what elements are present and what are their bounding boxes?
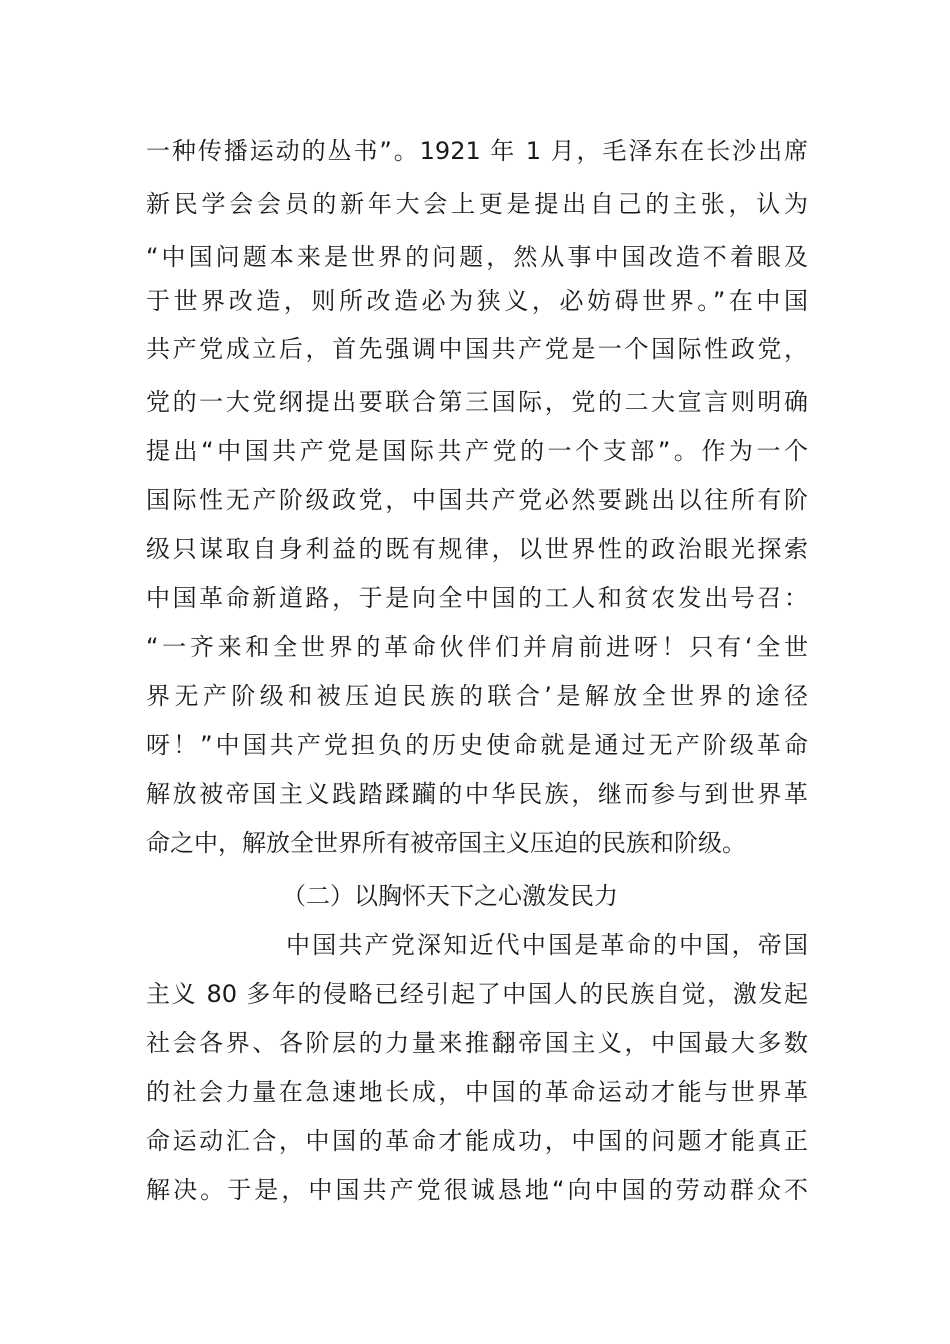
paragraph-line: “中国问题本来是世界的问题，然从事中国改造不着眼及	[146, 243, 808, 271]
paragraph-line: 解放被帝国主义践踏蹂躏的中华民族，继而参与到世界革	[146, 780, 808, 808]
paragraph-line: 一种传播运动的丛书”。1921 年 1 月，毛泽东在长沙出席	[146, 137, 808, 165]
paragraph-line: “一齐来和全世界的革命伙伴们并肩前进呀！只有‘全世	[146, 633, 808, 661]
paragraph-line: 解决。于是，中国共产党很诚恳地“向中国的劳动群众不	[146, 1176, 808, 1204]
paragraph-line: 命运动汇合，中国的革命才能成功，中国的问题才能真正	[146, 1127, 808, 1155]
paragraph-line: 党的一大党纲提出要联合第三国际，党的二大宣言则明确	[146, 388, 808, 416]
paragraph-line: 界无产阶级和被压迫民族的联合’是解放全世界的途径	[146, 682, 808, 710]
paragraph-line: 中国共产党深知近代中国是革命的中国，帝国	[286, 931, 808, 959]
paragraph-line: 命之中，解放全世界所有被帝国主义压迫的民族和阶级。	[146, 829, 746, 857]
paragraph-line: 共产党成立后，首先强调中国共产党是一个国际性政党，	[146, 335, 808, 363]
paragraph-line: 提出“中国共产党是国际共产党的一个支部”。作为一个	[146, 437, 808, 465]
paragraph-line: 呀！”中国共产党担负的历史使命就是通过无产阶级革命	[146, 731, 808, 759]
paragraph-line: 国际性无产阶级政党，中国共产党必然要跳出以往所有阶	[146, 486, 808, 514]
paragraph-line: 的社会力量在急速地长成，中国的革命运动才能与世界革	[146, 1078, 808, 1106]
paragraph-line: 主义 80 多年的侵略已经引起了中国人的民族自觉，激发起	[146, 980, 808, 1008]
paragraph-line: 于世界改造，则所改造必为狭义，必妨碍世界。”在中国	[146, 287, 808, 315]
paragraph-line: 中国革命新道路，于是向全中国的工人和贫农发出号召：	[146, 584, 808, 612]
paragraph-line: 新民学会会员的新年大会上更是提出自己的主张，认为	[146, 190, 808, 218]
paragraph-line: 级只谋取自身利益的既有规律，以世界性的政治眼光探索	[146, 535, 808, 563]
section-heading: （二）以胸怀天下之心激发民力	[282, 882, 618, 910]
paragraph-line: 社会各界、各阶层的力量来推翻帝国主义，中国最大多数	[146, 1029, 808, 1057]
